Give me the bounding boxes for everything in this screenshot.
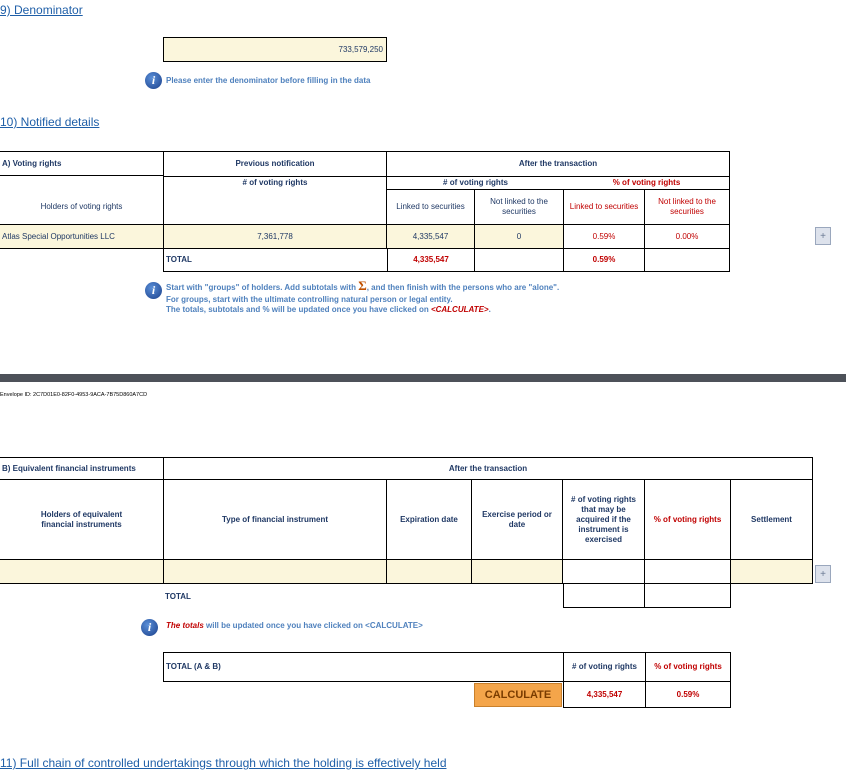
- empty-cell: [163, 189, 387, 225]
- not-linked-pct-value-cell: 0.00%: [645, 225, 730, 249]
- table-b-note: The totals will be updated once you have clicked on <CALCULATE>: [166, 621, 423, 630]
- denominator-title: 9) Denominator: [0, 3, 83, 17]
- pct-voting-rights-header: % of voting rights: [564, 176, 730, 189]
- total-ab-num-header: # of voting rights: [563, 652, 645, 682]
- info-icon: i: [145, 72, 162, 89]
- type-input-cell[interactable]: [163, 560, 387, 584]
- not-linked-header: Not linked to the securities: [475, 189, 564, 225]
- holders-label: Holders of voting rights: [0, 189, 163, 225]
- notified-note: Start with "groups" of holders. Add subtotals with Σ, and then finish with the persons who are "alone". For groups, start with the ultimate controlling natural person or legal entity. The totals, subtotals and % will be updated once you have clicked on <CALCULATE>.: [166, 278, 560, 315]
- empty-cell: [475, 249, 564, 272]
- after-transaction-header: After the transaction: [387, 151, 730, 176]
- not-linked-pct-header: Not linked to the securities: [645, 189, 730, 225]
- table-b-after-transaction: After the transaction: [163, 457, 813, 480]
- previous-notification-header: Previous notification: [163, 151, 387, 176]
- calculate-button[interactable]: CALCULATE: [474, 683, 562, 707]
- total-ab-label: TOTAL (A & B): [163, 652, 563, 682]
- pct-value-cell: [645, 560, 731, 584]
- denominator-note: Please enter the denominator before filling in the data: [166, 76, 371, 85]
- linked-pct-value-cell: 0.59%: [564, 225, 645, 249]
- holder-name-cell[interactable]: Atlas Special Opportunities LLC: [0, 225, 163, 249]
- linked-value-cell[interactable]: 4,335,547: [387, 225, 475, 249]
- holder-input-cell[interactable]: [0, 560, 163, 584]
- expiration-header: Expiration date: [387, 480, 472, 560]
- empty-cell: [645, 249, 730, 272]
- table-b-total-pct: [645, 584, 731, 608]
- settlement-header: Settlement: [731, 480, 813, 560]
- page-separator: [0, 374, 846, 382]
- table-a-total-pct: 0.59%: [564, 249, 645, 272]
- type-header: Type of financial instrument: [163, 480, 387, 560]
- total-ab-pct-header: % of voting rights: [645, 652, 731, 682]
- settlement-input-cell[interactable]: [731, 560, 813, 584]
- add-row-button[interactable]: +: [815, 565, 831, 583]
- acquired-value-cell: [563, 560, 645, 584]
- previous-value-cell[interactable]: 7,361,778: [163, 225, 387, 249]
- add-row-button[interactable]: +: [815, 227, 831, 245]
- table-a-total-label: TOTAL: [163, 249, 387, 272]
- not-linked-value-cell[interactable]: 0: [475, 225, 564, 249]
- acquired-header: # of voting rights that may be acquired if the instrument is exercised: [563, 480, 645, 560]
- envelope-id: Envelope ID: 2C7D01E0-82F0-4953-9ACA-7B75D860A7CD: [0, 392, 148, 398]
- linked-pct-header: Linked to securities: [564, 189, 645, 225]
- expiration-input-cell[interactable]: [387, 560, 472, 584]
- total-ab-pct-value: 0.59%: [645, 682, 731, 708]
- denominator-input[interactable]: 733,579,250: [163, 37, 387, 62]
- table-b-total-num: [563, 584, 645, 608]
- info-icon: i: [141, 619, 158, 636]
- table-b-total-label: TOTAL: [165, 591, 191, 601]
- notified-details-title: 10) Notified details: [0, 115, 100, 129]
- info-icon: i: [145, 282, 162, 299]
- num-voting-rights-after-header: # of voting rights: [387, 176, 564, 189]
- table-b-heading: B) Equivalent financial instruments: [0, 457, 163, 480]
- num-voting-rights-header: # of voting rights: [163, 176, 387, 189]
- total-ab-num-value: 4,335,547: [563, 682, 645, 708]
- exercise-header: Exercise period or date: [472, 480, 563, 560]
- holders-header: Holders of equivalent financial instruments: [0, 480, 163, 560]
- table-a-total-linked: 4,335,547: [387, 249, 475, 272]
- sigma-icon: Σ: [358, 278, 367, 293]
- pct-header: % of voting rights: [645, 480, 731, 560]
- linked-header: Linked to securities: [387, 189, 475, 225]
- section-11-title: 11) Full chain of controlled undertakings through which the holding is effectively held: [0, 756, 447, 770]
- table-a-heading: A) Voting rights: [0, 151, 163, 176]
- exercise-input-cell[interactable]: [472, 560, 563, 584]
